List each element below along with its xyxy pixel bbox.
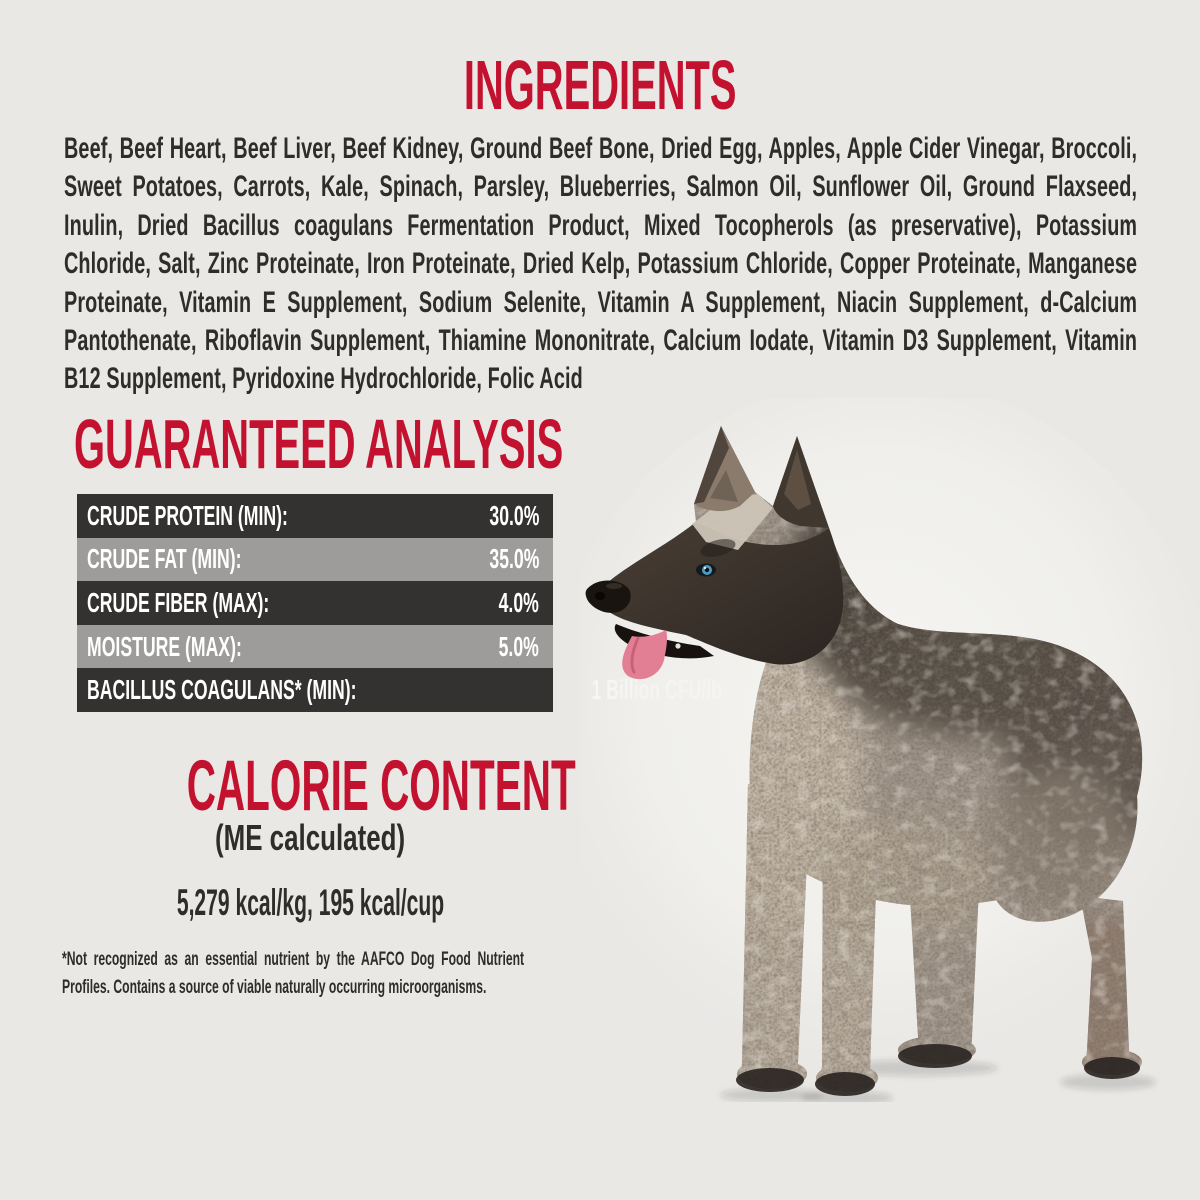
row-label: BACILLUS COAGULANS* (MIN): — [87, 674, 357, 706]
row-value: 5.0% — [498, 630, 539, 662]
calorie-content-title: CALORIE CONTENT — [186, 747, 576, 826]
row-label: MOISTURE (MAX): — [87, 630, 242, 662]
guaranteed-analysis-table — [77, 494, 553, 712]
calorie-content-value: 5,279 kcal/kg, 195 kcal/cup — [176, 882, 444, 923]
ingredients-title: INGREDIENTS — [463, 46, 737, 124]
calorie-content-value-line — [40, 882, 580, 924]
dog-photo — [580, 398, 1200, 1102]
row-label: CRUDE FAT (MIN): — [87, 543, 242, 575]
row-label: CRUDE FIBER (MAX): — [87, 586, 270, 618]
table-row — [77, 538, 553, 582]
row-value: 35.0% — [488, 543, 539, 575]
guaranteed-analysis-title: GUARANTEED ANALYSIS — [74, 405, 564, 483]
eye — [696, 564, 716, 577]
calorie-content-header — [40, 746, 580, 827]
table-row — [77, 494, 553, 538]
table-row — [77, 581, 553, 625]
row-value: 4.0% — [498, 586, 539, 618]
row-label: CRUDE PROTEIN (MIN): — [87, 499, 288, 531]
calorie-content-subtitle-line — [40, 817, 580, 859]
aafco-footnote: *Not recognized as an essential nutrient by the AAFCO Dog Food Nutrient Profiles. Contains a source of viable naturally occurring microorganisms. — [62, 949, 525, 998]
table-row — [77, 625, 553, 669]
row-value: 30.0% — [488, 499, 539, 531]
ingredients-section-header — [0, 45, 1200, 125]
ingredients-text: Beef, Beef Heart, Beef Liver, Beef Kidney, Ground Beef Bone, Dried Egg, Apples, Apple Cider Vinegar, Broccoli, Sweet Potatoes, Carrots, Kale, Spinach, Parsley, Blueberries, Salmon Oil, Sunflower Oil, Ground Flaxseed, Inulin, Dried Bacillus coagulans Fermentation Product, Mixed Tocopherols (as preservative), Potassium Chloride, Salt, Zinc Proteinate, Iron Proteinate, Dried Kelp, Potassium Chloride, Copper Proteinate, Manganese Proteinate, Vitamin E Supplement, Sodium Selenite, Vitamin A Supplement, Niacin Supplement, d-Calcium Pantothenate, Riboflavin Supplement, Thiamine Mononitrate, Calcium Iodate, Vitamin D3 Supplement, Vitamin B12 Supplement, Pyridoxine Hydrochloride, Folic Acid — [64, 132, 1138, 396]
calorie-content-subtitle: (ME calculated) — [214, 817, 406, 858]
table-row — [77, 668, 553, 712]
